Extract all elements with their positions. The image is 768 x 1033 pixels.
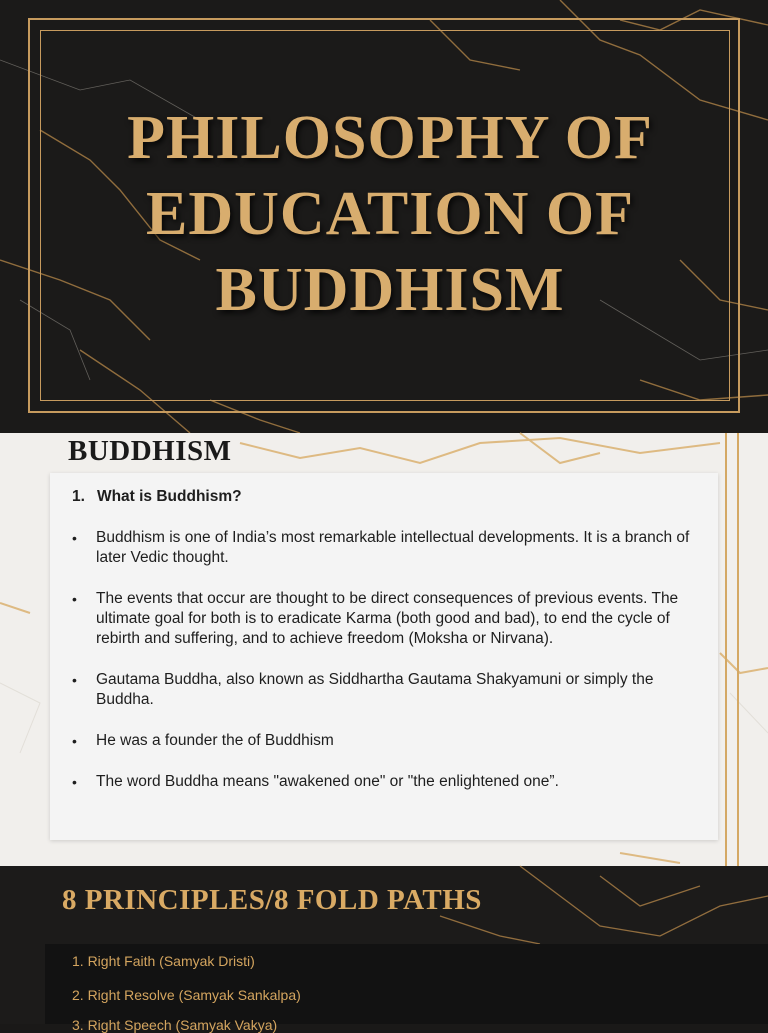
question-line — [72, 487, 698, 507]
list-item: • Gautama Buddha, also known as Siddhartha Gautama Shakyamuni or simply the Buddha. — [72, 671, 654, 708]
list-item: • He was a founder the of Buddhism — [72, 732, 334, 749]
principles-slide — [0, 866, 768, 1033]
buddhism-slide — [0, 433, 768, 866]
bullet-icon: • — [72, 672, 77, 688]
slide-heading: 8 PRINCIPLES/8 FOLD PATHS — [62, 884, 482, 916]
bullet-icon: • — [72, 774, 77, 790]
bullet-icon: • — [72, 591, 77, 607]
title-line-3: BUDDHISM — [215, 256, 565, 324]
list-item: • Buddhism is one of India’s most remarkable intellectual developments. It is a branch of later Vedic thought. — [72, 529, 690, 566]
list-item: • The word Buddha means "awakened one" or "the enlightened one”. — [72, 773, 559, 790]
presentation-title — [40, 100, 740, 328]
bullet-icon: • — [72, 733, 77, 749]
question-text: What is Buddhism? — [96, 488, 242, 505]
slide-heading: BUDDHISM — [68, 435, 232, 467]
bullet-icon: • — [72, 530, 77, 546]
title-slide — [0, 0, 768, 433]
principle-item: 3. Right Speech (Samyak Vakya) — [72, 1017, 278, 1033]
gold-vertical-line-1 — [725, 433, 727, 866]
title-line-1: PHILOSOPHY OF — [127, 104, 653, 172]
principle-item: 1. Right Faith (Samyak Dristi) — [72, 953, 255, 969]
gold-vertical-line-2 — [737, 433, 739, 866]
list-item: • The events that occur are thought to be direct consequences of previous events. The ultimate goal for both is to eradicate Karma (both good and bad), to end the cycle of rebirth and suffering, and to achieve freedom (Moksha or Nirvana). — [72, 590, 679, 647]
content-card — [50, 473, 718, 840]
bullet-list — [72, 528, 698, 792]
principle-item: 2. Right Resolve (Samyak Sankalpa) — [72, 987, 301, 1003]
question-number: 1. — [72, 488, 85, 505]
title-line-2: EDUCATION OF — [146, 180, 634, 248]
